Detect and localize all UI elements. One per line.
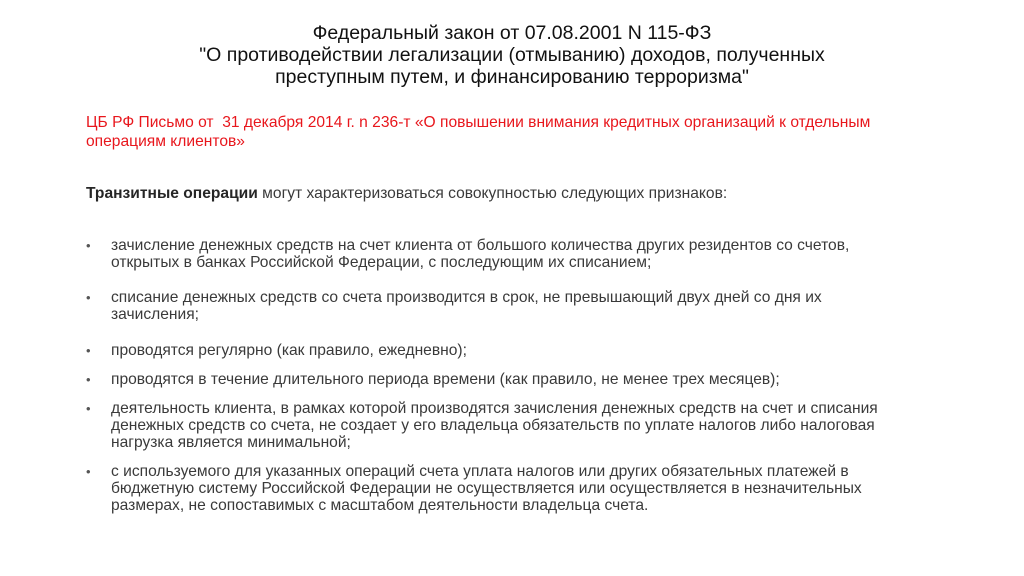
intro-bold-term: Транзитные операции — [86, 185, 258, 202]
list-item-line: списание денежных средств со счета производится в срок, не превышающий двух дней со дня их — [111, 289, 822, 306]
letter-line-1: ЦБ РФ Письмо от 31 декабря 2014 г. n 236-т «О повышении внимания кредитных организаций к отдельным — [86, 114, 871, 131]
list-item — [86, 463, 966, 514]
list-item-line: бюджетную систему Российской Федерации не осуществляется или осуществляется в незначительных — [111, 480, 862, 497]
list-item-line: зачисления; — [111, 306, 199, 323]
bullet-icon: • — [86, 238, 91, 253]
intro-paragraph — [86, 184, 986, 203]
list-item-line: размерах, не сопоставимых с масштабом деятельности владельца счета. — [111, 497, 649, 514]
letter-line-2: операциям клиентов» — [86, 133, 245, 150]
list-item — [86, 342, 966, 359]
list-item-line: деятельность клиента, в рамках которой производятся зачисления денежных средств на счет и списания — [111, 400, 878, 417]
list-item — [86, 237, 966, 271]
bullet-icon: • — [86, 401, 91, 416]
bullet-icon: • — [86, 290, 91, 305]
list-item — [86, 400, 966, 451]
list-item-line: открытых в банках Российской Федерации, с последующим их списанием; — [111, 254, 652, 271]
title-line-3: преступным путем, и финансированию терроризма" — [275, 66, 749, 88]
bullet-icon: • — [86, 343, 91, 358]
intro-text: могут характеризоваться совокупностью следующих признаков: — [257, 185, 728, 202]
bullet-icon: • — [86, 464, 91, 479]
list-item-line: проводятся регулярно (как правило, ежедневно); — [111, 342, 467, 359]
list-item-line: денежных средств со счета, не создает у его владельца обязательств по уплате налогов либо налоговая — [111, 417, 875, 434]
list-item-line: проводятся в течение длительного периода времени (как правило, не менее трех месяцев); — [111, 371, 780, 388]
list-item-line: нагрузка является минимальной; — [111, 434, 351, 451]
list-item — [86, 371, 966, 388]
cbr-letter-reference — [86, 113, 986, 151]
list-item-line: с используемого для указанных операций счета уплата налогов или других обязательных платежей в — [111, 463, 849, 480]
list-item-line: зачисление денежных средств на счет клиента от большого количества других резидентов со счетов, — [111, 237, 850, 254]
criteria-list — [86, 237, 966, 514]
slide-title — [80, 22, 944, 88]
bullet-icon: • — [86, 372, 91, 387]
list-item — [86, 289, 966, 323]
title-line-2: "О противодействии легализации (отмыванию) доходов, полученных — [199, 44, 825, 66]
title-line-1: Федеральный закон от 07.08.2001 N 115-ФЗ — [312, 22, 712, 44]
